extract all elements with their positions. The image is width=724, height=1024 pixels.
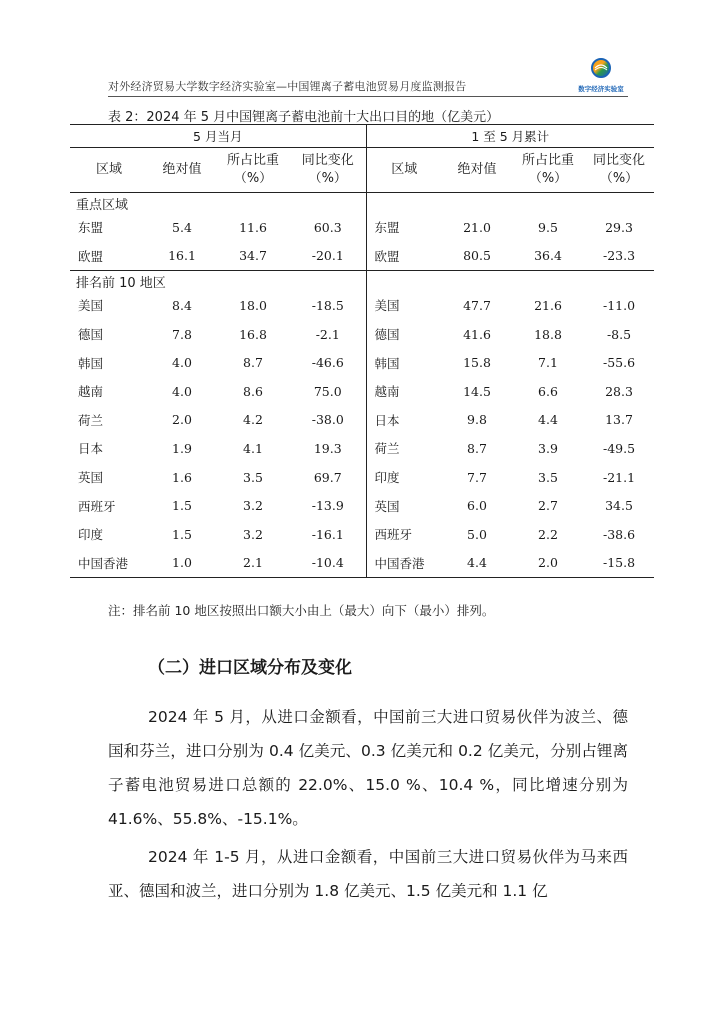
col-header-region: 区域: [366, 148, 442, 193]
body-paragraph: 2024 年 5 月，从进口金额看，中国前三大进口贸易伙伴为波兰、德国和芬兰，进口分别为 0.4 亿美元、0.3 亿美元和 0.2 亿美元，分别占锂离子蓄电池贸易进口总额的 22.0%、15.0 %、10.4 %，同比增速分别为 41.6%、55.8%、-15.1%。: [108, 708, 628, 828]
section-label-top10: 排名前 10 地区: [70, 271, 366, 292]
group-header-jan-may: 1 至 5 月累计: [366, 125, 654, 148]
table-row: 欧盟 16.1 34.7 -20.1 欧盟 80.5 36.4 -23.3: [70, 242, 654, 271]
section-label-key-regions: 重点区域: [70, 193, 366, 214]
table-row: 荷兰 2.0 4.2 -38.0 日本 9.8 4.4 13.7: [70, 406, 654, 435]
export-destinations-table: [70, 124, 654, 578]
table-row: 越南 4.0 8.6 75.0 越南 14.5 6.6 28.3: [70, 377, 654, 406]
table-row: 德国 7.8 16.8 -2.1 德国 41.6 18.8 -8.5: [70, 320, 654, 349]
table-row: 西班牙 1.5 3.2 -13.9 英国 6.0 2.7 34.5: [70, 491, 654, 520]
table-row: 韩国 4.0 8.7 -46.6 韩国 15.8 7.1 -55.6: [70, 348, 654, 377]
col-header-share: 所占比重 （%）: [512, 148, 584, 193]
table-row: 英国 1.6 3.5 69.7 印度 7.7 3.5 -21.1: [70, 463, 654, 492]
col-header-absolute: 绝对值: [148, 148, 216, 193]
table-row: 印度 1.5 3.2 -16.1 西班牙 5.0 2.2 -38.6: [70, 520, 654, 549]
page-header: [108, 56, 628, 100]
col-header-region: 区域: [70, 148, 148, 193]
table-row: 中国香港 1.0 2.1 -10.4 中国香港 4.4 2.0 -15.8: [70, 549, 654, 578]
table-row: 东盟 5.4 11.6 60.3 东盟 21.0 9.5 29.3: [70, 213, 654, 242]
col-header-absolute: 绝对值: [442, 148, 512, 193]
col-header-share: 所占比重 （%）: [216, 148, 290, 193]
table-row: 美国 8.4 18.0 -18.5 美国 47.7 21.6 -11.0: [70, 291, 654, 320]
running-title: 对外经济贸易大学数字经济实验室—中国锂离子蓄电池贸易月度监测报告: [108, 80, 467, 93]
table-note: 注：排名前 10 地区按照出口额大小由上（最大）向下（最小）排列。: [108, 603, 495, 618]
table-row: 日本 1.9 4.1 19.3 荷兰 8.7 3.9 -49.5: [70, 434, 654, 463]
globe-logo-icon: [591, 58, 611, 78]
col-header-yoy: 同比变化 （%）: [290, 148, 366, 193]
logo-text: 数字经济实验室: [578, 85, 624, 93]
col-header-yoy: 同比变化 （%）: [584, 148, 654, 193]
body-paragraph: 2024 年 1-5 月，从进口金额看，中国前三大进口贸易伙伴为马来西亚、德国和波兰，进口分别为 1.8 亿美元、1.5 亿美元和 1.1 亿: [108, 848, 628, 900]
lab-logo: [574, 58, 628, 96]
table-caption: 表 2：2024 年 5 月中国锂离子蓄电池前十大出口目的地（亿美元）: [108, 110, 500, 125]
header-rule: [108, 96, 628, 97]
section-heading: （二）进口区域分布及变化: [148, 658, 352, 678]
group-header-may: 5 月当月: [70, 125, 366, 148]
